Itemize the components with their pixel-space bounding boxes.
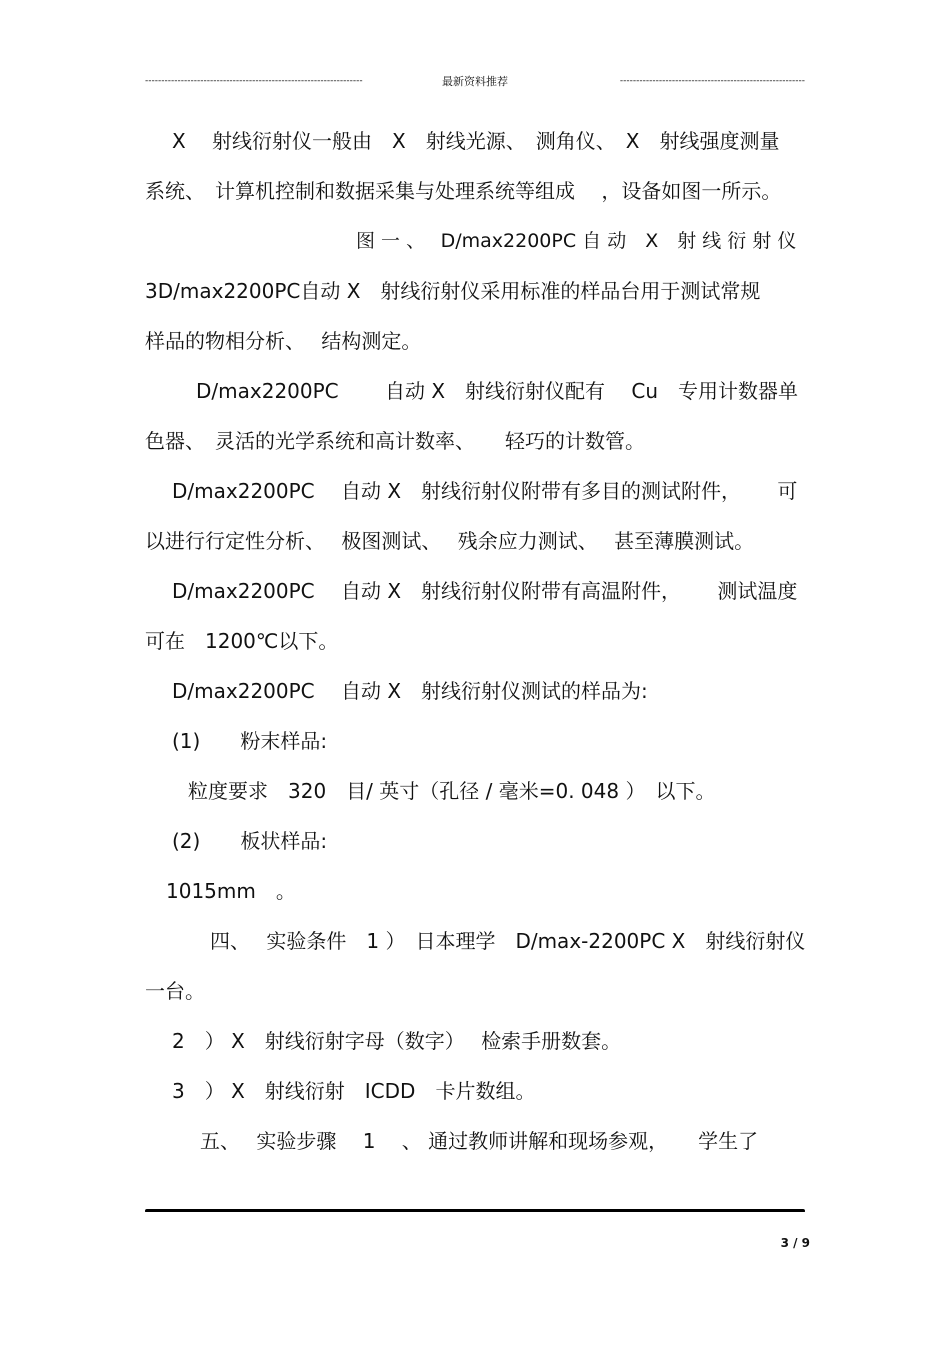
text-line: 系统、 计算机控制和数据采集与处理系统等组成 ，设备如图一所示。 bbox=[145, 179, 782, 203]
list-item: 2 ） X 射线衍射字母（数字） 检索手册数套。 bbox=[172, 1029, 622, 1053]
text-line: D/max2200PC 自动 X 射线衍射仪附带有高温附件， 测试温度 bbox=[172, 579, 798, 603]
page-header bbox=[145, 70, 805, 92]
figure-caption: 图 一 、 D/max2200PC 自 动 X 射 线 衍 射 仪 bbox=[356, 230, 797, 252]
text-line: 3D/max2200PC自动 X 射线衍射仪采用标准的样品台用于测试常规 bbox=[145, 279, 761, 303]
text-line: 可在 1200℃以下。 bbox=[145, 629, 339, 653]
section-heading: 五、 实验步骤 1 、 通过教师讲解和现场参观， 学生了 bbox=[200, 1129, 759, 1153]
text-line: 色器、 灵活的光学系统和高计数率、 轻巧的计数管。 bbox=[145, 429, 645, 453]
text-line: D/max2200PC 自动 X 射线衍射仪附带有多目的测试附件， 可 bbox=[172, 479, 798, 503]
text-line: 以进行行定性分析、 极图测试、 残余应力测试、 甚至薄膜测试。 bbox=[145, 529, 755, 553]
text-line: X 射线衍射仪一般由 X 射线光源、 测角仪、 X 射线强度测量 bbox=[172, 129, 780, 153]
list-item: (2) 板状样品: bbox=[172, 829, 328, 853]
list-item: 3 ） X 射线衍射 ICDD 卡片数组。 bbox=[172, 1079, 536, 1103]
section-heading: 四、 实验条件 1 ） 日本理学 D/max-2200PC X 射线衍射仪 bbox=[210, 929, 806, 953]
header-title: 最新资料推荐 bbox=[442, 75, 508, 88]
text-line: D/max2200PC 自动 X 射线衍射仪配有 Cu 专用计数器单 bbox=[196, 379, 799, 403]
text-line: 一台。 bbox=[145, 979, 205, 1003]
header-dashes-right: --------------------------------------------------------- bbox=[619, 76, 805, 86]
text-line: 样品的物相分析、 结构测定。 bbox=[145, 329, 422, 353]
page-number: 3 / 9 bbox=[780, 1236, 810, 1250]
text-line: 粒度要求 320 目/ 英寸（孔径 / 毫米=0. 048 ） 以下。 bbox=[188, 779, 716, 803]
footer-rule bbox=[145, 1209, 805, 1213]
list-item: (1) 粉末样品: bbox=[172, 729, 328, 753]
text-line: 1015mm 。 bbox=[166, 879, 296, 903]
text-line: D/max2200PC 自动 X 射线衍射仪测试的样品为: bbox=[172, 679, 648, 703]
header-dashes-left: ------------------------------------------------------------------- bbox=[145, 76, 363, 86]
